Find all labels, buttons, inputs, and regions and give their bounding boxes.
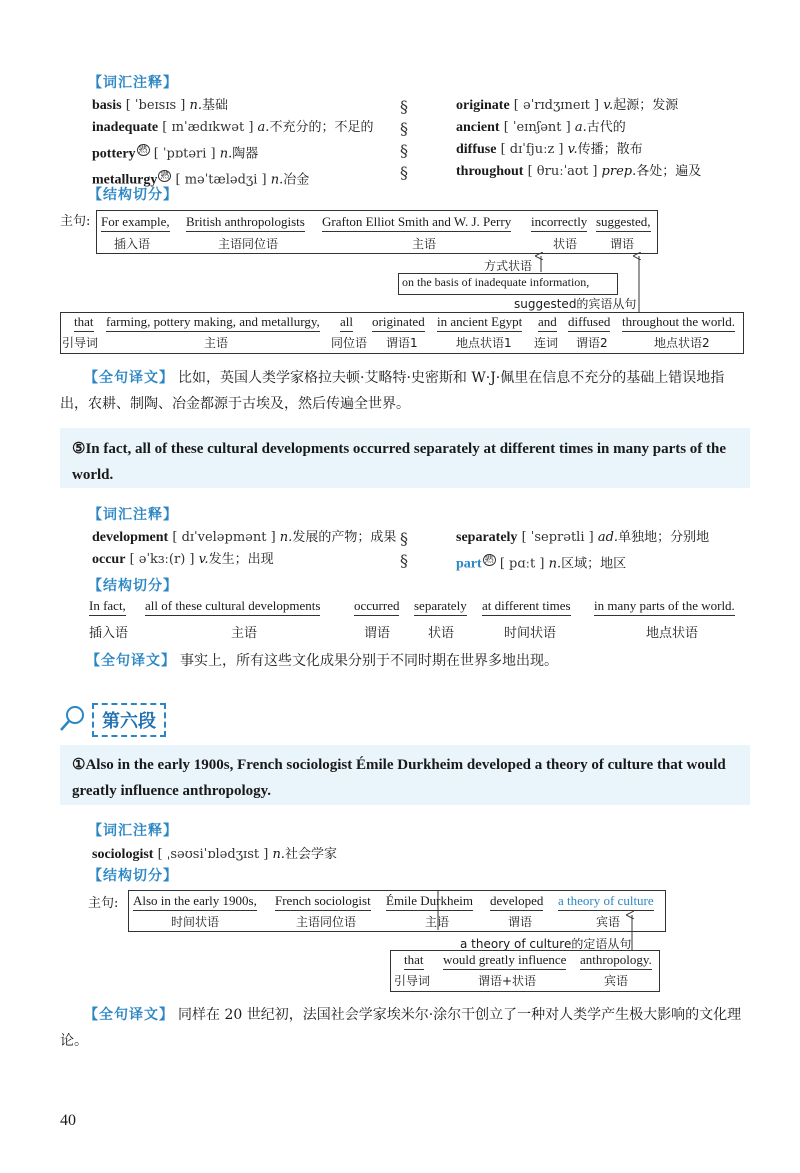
paragraph-heading: 第六段 [92,703,166,737]
segment-label: 宾语 [596,915,621,929]
vocab-list-right [456,527,709,575]
segment-label: 状语 [428,626,455,641]
segment-label: 插入语 [89,626,129,641]
segment-label: 谓语 [508,915,533,929]
segment: in many parts of the world. [594,598,735,616]
segment: diffused [568,314,610,332]
familiar-mark-icon: 熟 [160,171,170,182]
segment-label: suggested的宾语从句 [514,297,637,311]
segment-label: 谓语1 [386,336,418,350]
segment-label: 主语同位语 [296,915,357,929]
segment-label: 主语 [231,626,258,641]
translation [60,1002,750,1054]
familiar-mark-icon: 熟 [138,145,148,155]
segment: throughout the world. [622,314,735,332]
segment-label: 方式状语 [484,259,533,273]
sentence-number: ① [72,757,86,773]
main-clause-label: 主句: [88,896,119,911]
segment-label: 时间状语 [504,626,557,641]
divider-wave-icon: § § § § [400,97,408,182]
segment-label: 状语 [553,237,578,251]
segment-label: 谓语2 [576,336,608,350]
segment-label: 主语同位语 [218,237,279,251]
segment-label: 谓语+状语 [478,974,537,988]
segment-label: 地点状语 [646,626,699,641]
translation-tag: 【全句译文】 [84,370,174,386]
struct-tag: 【结构切分】 [88,578,178,594]
translation [86,648,558,674]
magnifier-icon [58,704,84,730]
segment-label: 连词 [534,336,559,350]
struct-tag: 【结构切分】 [88,187,178,203]
segment: all [340,314,353,332]
segment-label: 主语 [425,915,450,929]
segment-label: 时间状语 [171,915,220,929]
divider-wave-icon: § § [400,529,408,570]
segment: British anthropologists [186,214,305,232]
segment-label: 主语 [412,237,437,251]
segment: occurred [354,598,399,616]
sentence-text: In fact, all of these cultural developments occurred separately at different times in many parts of the world. [72,441,727,483]
segment-label: a theory of culture的定语从句 [460,937,632,951]
page-number: 40 [60,1112,76,1129]
segment: In fact, [89,598,126,616]
segment-label: 地点状语1 [456,336,512,350]
segment: separately [414,598,467,616]
segment: anthropology. [580,952,652,970]
segment: on the basis of inadequate information, [402,275,590,289]
translation-text: 比如，英国人类学家格拉夫顿·艾略特·史密斯和 W·J·佩里在信息不充分的基础上错误地指出，农耕、制陶、冶金都源于古埃及，然后传遍全世界。 [60,370,725,412]
segment-label: 同位语 [331,336,368,350]
segment: developed [490,893,543,911]
segment-label: 引导词 [62,336,99,350]
segment: incorrectly [531,214,587,232]
sentence-number: ⑤ [72,441,86,457]
segment: in ancient Egypt [437,314,522,332]
translation [60,365,750,417]
vocab-item: occur [ əˈkɜː(r) ] v.发生；出现 [92,552,274,567]
segment-label: 主语 [204,336,229,350]
vocab-item: metallurgy $^熟$ [ məˈtælədʒi ] n.冶金 [92,171,310,188]
vocab-item: basis [ ˈbeɪsɪs ] n.基础 [92,98,229,113]
vocab-item: diffuse [ dɪˈfjuːz ] v.传播；散布 [456,142,643,157]
translation-tag: 【全句译文】 [84,1007,174,1023]
vocab-list-left [92,527,396,571]
segment: at different times [482,598,571,616]
vocab-item: inadequate [ ɪnˈædɪkwət ] a.不充分的；不足的 [92,120,374,135]
vocab-tag: 【词汇注释】 [88,75,178,91]
segment: Also in the early 1900s, [133,893,257,911]
segment-label: 地点状语2 [654,336,710,350]
vocab-tag: 【词汇注释】 [88,507,178,523]
segment: For example, [101,214,170,232]
vocab-item: originate [ əˈrɪdʒɪneɪt ] v.起源；发源 [456,98,679,113]
familiar-mark-icon: 熟 [484,555,494,565]
segment: French sociologist [275,893,371,911]
segment-label: 宾语 [604,974,629,988]
vocab-item: development [ dɪˈveləpmənt ] n.发展的产物；成果 [92,530,397,545]
vocab-item: pottery $^熟$ [ ˈpɒtəri ] n.陶器 [92,145,259,162]
segment: a theory of culture [558,893,654,911]
segment: and [538,314,557,332]
vocab-tag: 【词汇注释】 [88,823,178,839]
vocab-item: part $^熟$ [ pɑːt ] n.区域；地区 [456,555,627,572]
main-clause-label: 主句: [60,214,91,229]
segment: all of these cultural developments [145,598,320,616]
segment: suggested, [596,214,651,232]
sentence [72,752,744,804]
segment: would greatly influence [443,952,566,970]
vocab-item: throughout [ θruːˈaʊt ] prep.各处；遍及 [456,164,702,179]
segment-label: 谓语 [364,626,391,641]
segment-label: 谓语 [610,237,635,251]
segment: that [74,314,94,332]
segment: Grafton Elliot Smith and W. J. Perry [322,214,511,232]
struct-tag: 【结构切分】 [88,868,178,884]
segment: that [404,952,424,970]
segment-label: 引导词 [394,974,431,988]
sentence-text: Also in the early 1900s, French sociologist Émile Durkheim developed a theory of culture that would greatly influence anthropology. [72,757,726,799]
vocab-item: separately [ ˈseprətli ] ad.单独地；分别地 [456,530,710,545]
vocab-item: ancient [ ˈeɪnʃənt ] a.古代的 [456,120,626,135]
segment: farming, pottery making, and metallurgy, [106,314,320,332]
translation-tag: 【全句译文】 [86,653,176,669]
translation-text: 事实上，所有这些文化成果分别于不同时期在世界多地出现。 [180,653,558,669]
translation-text: 同样在 20 世纪初，法国社会学家埃米尔·涂尔干创立了一种对人类学产生极大影响的文化理论。 [60,1007,742,1049]
vocab-item: sociologist [ ˌsəʊsiˈɒlədʒɪst ] n.社会学家 [92,847,337,862]
segment: originated [372,314,425,332]
segment: Émile Durkheim [386,893,473,911]
segment-label: 插入语 [114,237,151,251]
sentence [72,436,744,488]
